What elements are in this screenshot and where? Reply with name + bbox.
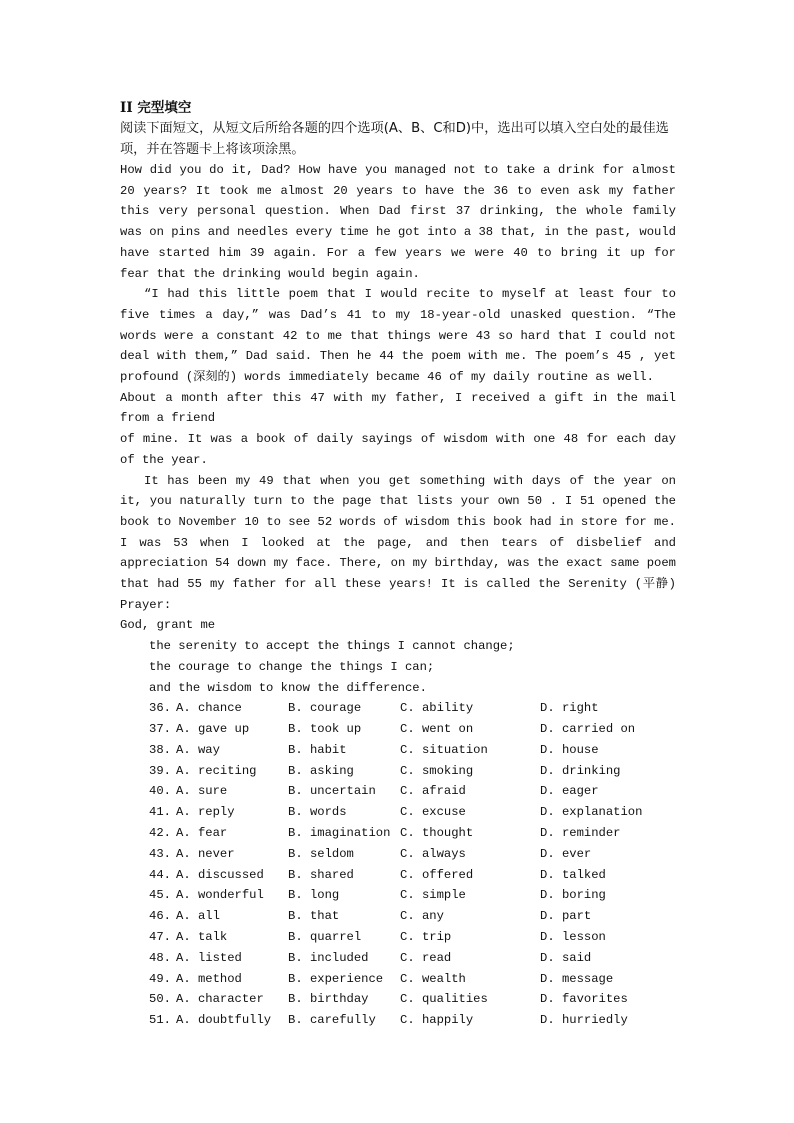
question-row bbox=[120, 844, 676, 865]
option-c: C. thought bbox=[400, 826, 474, 841]
passage-paragraph-5: It has been my 49 that when you get something with days of the year on it, you naturally turn to the page that lists your own 50 . I 51 opened the book to November 10 to see 52 words of wisdom this book had in store for me. I was 53 when I looked at the page, and then tears of disbelief and appreciation 54 down my face. There, on my birthday, was the exact same poem that had 55 my father for all these years! It is called the Serenity (平静) Prayer: bbox=[120, 473, 676, 612]
option-b: B. carefully bbox=[288, 1013, 376, 1028]
option-a: A. chance bbox=[176, 701, 242, 716]
option-c: C. offered bbox=[400, 867, 474, 882]
option-d: D. said bbox=[540, 950, 592, 965]
question-row bbox=[120, 948, 676, 969]
option-a: A. fear bbox=[176, 826, 228, 841]
option-b: B. long bbox=[288, 888, 340, 903]
option-c: C. happily bbox=[400, 1013, 474, 1028]
option-a: A. doubtfully bbox=[176, 1013, 272, 1028]
question-number: 49. bbox=[149, 971, 171, 986]
question-row bbox=[120, 719, 676, 740]
question-row bbox=[120, 761, 676, 782]
question-number: 48. bbox=[149, 950, 171, 965]
option-b: B. that bbox=[288, 909, 340, 924]
option-b: B. habit bbox=[288, 742, 347, 757]
option-c: C. ability bbox=[400, 701, 474, 716]
question-row bbox=[120, 823, 676, 844]
question-number: 37. bbox=[149, 722, 171, 737]
question-row bbox=[120, 927, 676, 948]
question-row bbox=[120, 969, 676, 990]
option-b: B. quarrel bbox=[288, 930, 362, 945]
question-number: 36. bbox=[149, 701, 171, 716]
option-b: B. shared bbox=[288, 867, 354, 882]
option-d: D. eager bbox=[540, 784, 599, 799]
option-a: A. character bbox=[176, 992, 264, 1007]
option-d: D. carried on bbox=[540, 722, 636, 737]
question-row bbox=[120, 885, 676, 906]
question-number: 39. bbox=[149, 763, 171, 778]
question-number: 41. bbox=[149, 805, 171, 820]
option-a: A. talk bbox=[176, 930, 228, 945]
option-d: D. message bbox=[540, 971, 614, 986]
option-a: A. gave up bbox=[176, 722, 250, 737]
option-b: B. birthday bbox=[288, 992, 369, 1007]
poem-line-1: God, grant me bbox=[120, 618, 216, 633]
option-d: D. right bbox=[540, 701, 599, 716]
question-number: 38. bbox=[149, 742, 171, 757]
option-c: C. trip bbox=[400, 930, 452, 945]
poem-line-3: the courage to change the things I can; bbox=[149, 659, 435, 674]
question-number: 47. bbox=[149, 930, 171, 945]
option-a: A. never bbox=[176, 846, 235, 861]
option-d: D. lesson bbox=[540, 930, 606, 945]
option-a: A. discussed bbox=[176, 867, 264, 882]
option-c: C. simple bbox=[400, 888, 466, 903]
question-number: 40. bbox=[149, 784, 171, 799]
option-b: B. seldom bbox=[288, 846, 354, 861]
option-b: B. words bbox=[288, 805, 347, 820]
option-a: A. listed bbox=[176, 950, 242, 965]
option-d: D. drinking bbox=[540, 763, 621, 778]
option-c: C. went on bbox=[400, 722, 474, 737]
option-a: A. method bbox=[176, 971, 242, 986]
section-title: II 完型填空 bbox=[120, 100, 192, 116]
question-number: 51. bbox=[149, 1013, 171, 1028]
option-b: B. imagination bbox=[288, 826, 391, 841]
option-a: A. reciting bbox=[176, 763, 257, 778]
question-row bbox=[120, 781, 676, 802]
option-c: C. any bbox=[400, 909, 444, 924]
option-c: C. afraid bbox=[400, 784, 466, 799]
option-b: B. included bbox=[288, 950, 369, 965]
option-d: D. talked bbox=[540, 867, 606, 882]
passage-paragraph-1: How did you do it, Dad? How have you managed not to take a drink for almost 20 years? It took me almost 20 years to have the 36 to even ask my father this very personal question. When Dad first 37 drinking, the whole family was on pins and needles every time he got into a 38 that, in the past, would have started him 39 again. For a few years we were 40 to bring it up for fear that the drinking would begin again. bbox=[120, 163, 676, 281]
option-a: A. all bbox=[176, 909, 220, 924]
poem-line-2: the serenity to accept the things I cannot change; bbox=[149, 639, 515, 654]
question-number: 45. bbox=[149, 888, 171, 903]
option-d: D. hurriedly bbox=[540, 1013, 628, 1028]
option-d: D. house bbox=[540, 742, 599, 757]
question-number: 42. bbox=[149, 826, 171, 841]
passage-paragraph-3: About a month after this 47 with my father, I received a gift in the mail from a friend bbox=[120, 390, 676, 426]
passage-paragraph-4: of mine. It was a book of daily sayings of wisdom with one 48 for each day of the year. bbox=[120, 432, 676, 467]
option-d: D. explanation bbox=[540, 805, 643, 820]
option-d: D. ever bbox=[540, 846, 592, 861]
question-number: 43. bbox=[149, 846, 171, 861]
option-b: B. courage bbox=[288, 701, 362, 716]
option-a: A. way bbox=[176, 742, 220, 757]
passage-paragraph-2: “I had this little poem that I would recite to myself at least four to five times a day,” was Dad’s 41 to my 18-year-old unasked question. “The words were a constant 42 to me that things were 43 so hard that I could not deal with them,” Dad said. Then he 44 the poem with me. The poem’s 45 , yet profound (深刻的) words immediately became 46 of my daily routine as well. bbox=[120, 287, 676, 385]
document-page bbox=[120, 98, 676, 1031]
question-row bbox=[120, 865, 676, 886]
option-c: C. excuse bbox=[400, 805, 466, 820]
option-c: C. situation bbox=[400, 742, 488, 757]
question-row bbox=[120, 740, 676, 761]
option-c: C. always bbox=[400, 846, 466, 861]
option-b: B. took up bbox=[288, 722, 362, 737]
option-c: C. wealth bbox=[400, 971, 466, 986]
option-d: D. favorites bbox=[540, 992, 628, 1007]
option-d: D. part bbox=[540, 909, 592, 924]
question-row bbox=[120, 698, 676, 719]
instructions: 阅读下面短文，从短文后所给各题的四个选项(A、B、C和D)中，选出可以填入空白处的最佳选项，并在答题卡上将该项涂黑。 bbox=[120, 121, 669, 157]
option-d: D. boring bbox=[540, 888, 606, 903]
question-number: 50. bbox=[149, 992, 171, 1007]
question-options bbox=[120, 698, 676, 1031]
question-row bbox=[120, 1010, 676, 1031]
question-number: 46. bbox=[149, 909, 171, 924]
poem-line-4: and the wisdom to know the difference. bbox=[149, 680, 427, 695]
option-c: C. smoking bbox=[400, 763, 474, 778]
option-a: A. sure bbox=[176, 784, 228, 799]
option-b: B. asking bbox=[288, 763, 354, 778]
option-b: B. experience bbox=[288, 971, 384, 986]
option-c: C. read bbox=[400, 950, 452, 965]
option-d: D. reminder bbox=[540, 826, 621, 841]
option-a: A. reply bbox=[176, 805, 235, 820]
option-b: B. uncertain bbox=[288, 784, 376, 799]
question-number: 44. bbox=[149, 867, 171, 882]
option-c: C. qualities bbox=[400, 992, 488, 1007]
question-row bbox=[120, 802, 676, 823]
question-row bbox=[120, 989, 676, 1010]
option-a: A. wonderful bbox=[176, 888, 264, 903]
question-row bbox=[120, 906, 676, 927]
